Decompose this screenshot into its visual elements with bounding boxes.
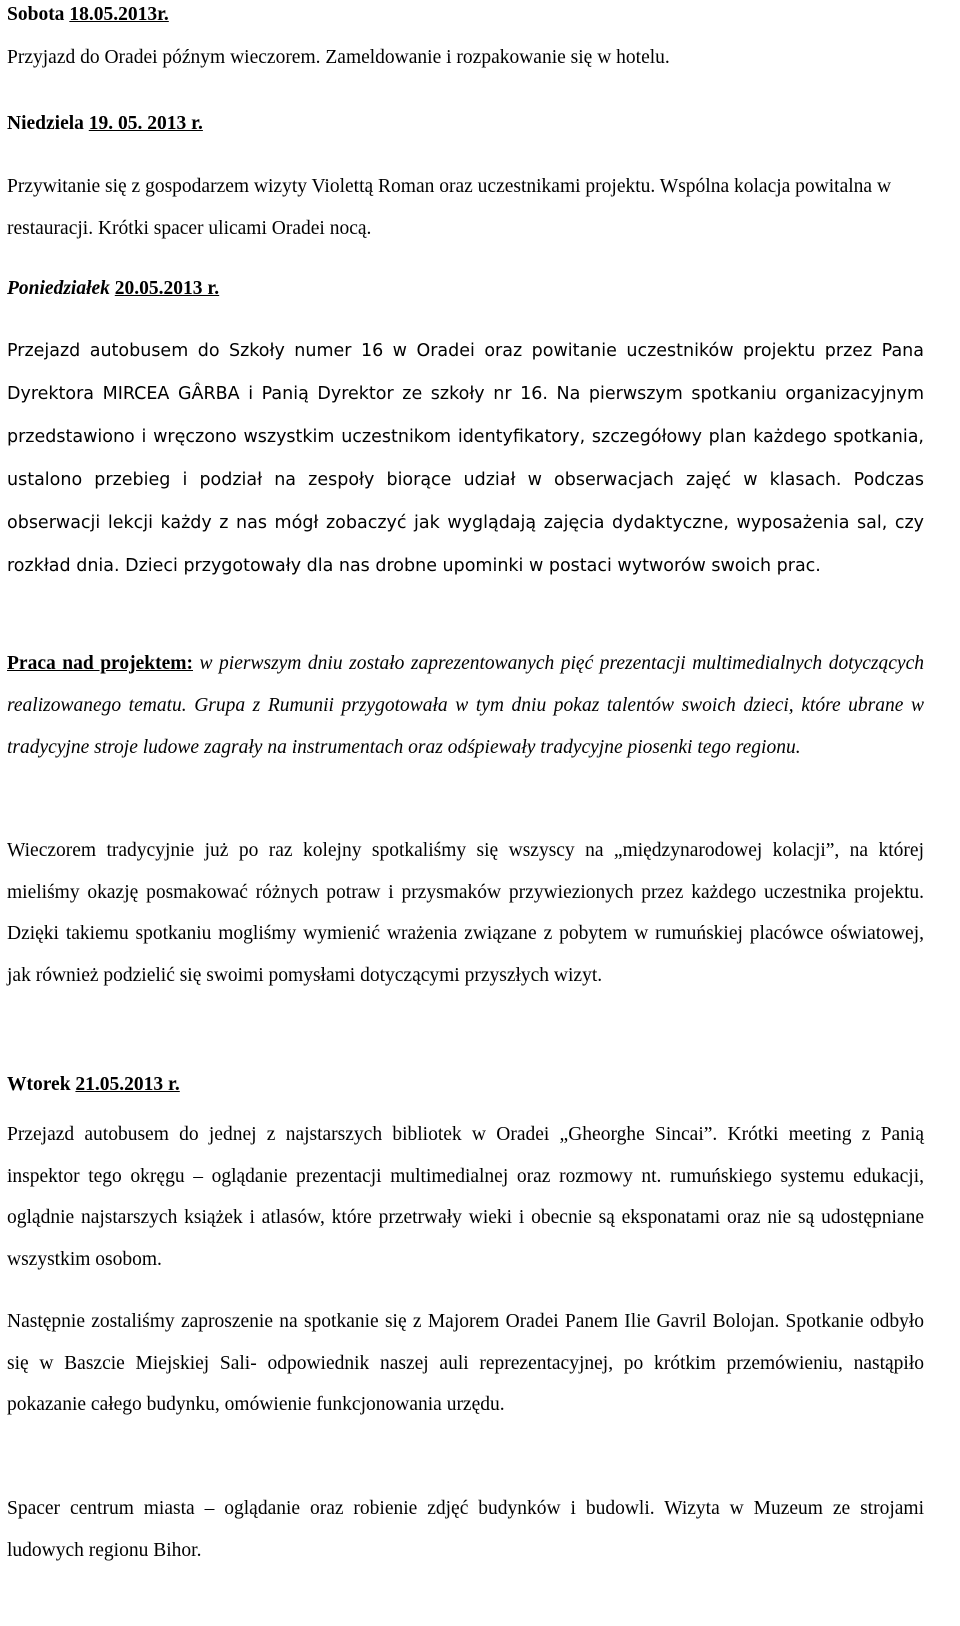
sunday-text: Przywitanie się z gospodarzem wizyty Violettą Roman oraz uczestnikami projektu. Wspólna kolacja powitalna w restauracji. Krótki spacer ulicami Oradei nocą.: [7, 176, 892, 239]
date: 20.05.2013 r.: [114, 278, 220, 299]
tuesday-walk-paragraph: Spacer centrum miasta – oglądanie oraz robienie zdjęć budynków i budowli. Wizyta w Muzeum ze strojami ludowych regionu Bihor.: [7, 1498, 924, 1561]
project-work-label: Praca nad projektem:: [7, 653, 193, 674]
evening-paragraph: Wieczorem tradycyjnie już po raz kolejny spotkaliśmy się wszyscy na „międzynarodowej kolacji”, na której mieliśmy okazję posmakować różnych potraw i przysmaków przywiezionych przez każdego uczestnika projektu. Dzięki takiemu spotkaniu mogliśmy wymienić wrażenia związane z pobytem w rumuńskiej placówce oświatowej, jak również podzielić się swoimi pomysłami dotyczącymi przyszłych wizyt.: [7, 840, 924, 986]
tuesday-mayor-paragraph: Następnie zostaliśmy zaproszenie na spotkanie się z Majorem Oradei Panem Ilie Gavril Bolojan. Spotkanie odbyło się w Baszcie Miejskiej Sali- odpowiednik naszej auli reprezentacyjnej, po krótkim przemówieniu, nastąpiło pokazanie całego budynku, omówienie funkcjonowania urzędu.: [7, 1311, 924, 1415]
saturday-text: Przyjazd do Oradei późnym wieczorem. Zameldowanie i rozpakowanie się w hotelu.: [7, 47, 670, 68]
monday-meeting: Na pierwszym spotkaniu organizacyjnym przedstawiono i wręczono wszystkim uczestnikom identyfikatory, szczegółowy plan każdego spotkania, ustalono przebieg i podział na zespoły biorące udział w obserwacjach zajęć w klasach. Podczas obserwacji lekcji każdy z nas mógł zobaczyć jak wyglądają zajęcia dydaktyczne, wyposażenia sal, czy rozkład dnia. Dzieci przygotowały dla nas drobne upominki w postaci wytworów swoich prac.: [7, 384, 924, 576]
day-heading-monday: [7, 277, 924, 301]
date: 18.05.2013r.: [69, 4, 169, 25]
day-heading-sunday: [7, 112, 924, 136]
project-work-text: w pierwszym dniu zostało zaprezentowanych pięć prezentacji multimedialnych dotyczących realizowanego tematu. Grupa z Rumunii przygotowała w tym dniu pokaz talentów swoich dzieci, które ubrane w tradycyjne stroje ludowe zagrały na instrumentach oraz odśpiewały tradycyjne piosenki tego regionu.: [7, 653, 924, 758]
monday-paragraph: [7, 330, 924, 588]
day-heading-saturday: [7, 3, 924, 27]
weekday: Sobota: [7, 4, 70, 25]
weekday: Wtorek: [7, 1074, 76, 1095]
weekday: Poniedziałek: [7, 278, 115, 299]
date: 21.05.2013 r.: [75, 1074, 180, 1095]
day-heading-tuesday: [7, 1073, 924, 1097]
weekday: Niedziela: [7, 113, 89, 134]
project-work-paragraph: [7, 643, 924, 769]
monday-intro: Przejazd autobusem do Szkoły numer 16 w Oradei oraz powitanie uczestników projektu przez Pana Dyrektora MIRCEA GÂRBA i Panią Dyrektor ze szkoły nr 16.: [7, 341, 924, 404]
date: 19. 05. 2013 r.: [88, 113, 203, 134]
tuesday-library-paragraph: Przejazd autobusem do jednej z najstarszych bibliotek w Oradei „Gheorghe Sincai”. Krótki meeting z Panią inspektor tego okręgu – oglądanie prezentacji multimedialnej oraz rozmowy nt. rumuńskiego systemu edukacji, oglądnie najstarszych książek i atlasów, które przetrwały wieki i obecnie są eksponatami oraz nie są udostępniane wszystkim osobom.: [7, 1124, 924, 1270]
